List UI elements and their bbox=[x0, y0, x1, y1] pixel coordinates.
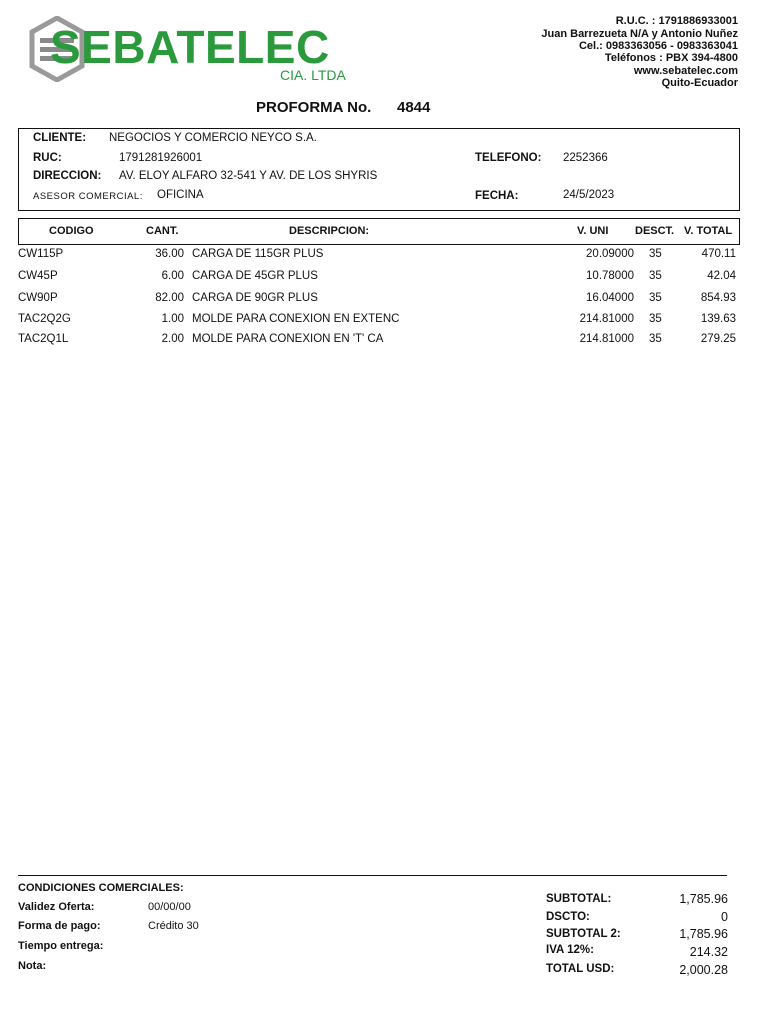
cliente-value: NEGOCIOS Y COMERCIO NEYCO S.A. bbox=[109, 132, 317, 144]
validez-value: 00/00/00 bbox=[148, 901, 191, 913]
item-codigo: TAC2Q1L bbox=[18, 333, 69, 345]
telefono-label: TELEFONO: bbox=[475, 152, 542, 164]
asesor-value: OFICINA bbox=[157, 189, 204, 201]
proforma-number: 4844 bbox=[397, 99, 431, 116]
table-row bbox=[0, 248, 768, 268]
fecha-value: 24/5/2023 bbox=[563, 189, 615, 201]
item-total: 470.11 bbox=[701, 248, 736, 260]
header-descripcion: DESCRIPCION: bbox=[289, 225, 370, 237]
telefono-value: 2252366 bbox=[563, 152, 608, 164]
subtotal2-value: 1,785.96 bbox=[679, 927, 728, 941]
item-descripcion: MOLDE PARA CONEXION EN EXTENC bbox=[192, 313, 400, 325]
direccion-label: DIRECCION: bbox=[33, 170, 102, 182]
item-cant: 6.00 bbox=[161, 270, 184, 282]
header-codigo: CODIGO bbox=[49, 225, 94, 237]
item-total: 279.25 bbox=[700, 333, 736, 345]
item-total: 139.63 bbox=[700, 313, 736, 325]
direccion-value: AV. ELOY ALFARO 32-541 Y AV. DE LOS SHYRIS bbox=[119, 170, 378, 182]
dscto-label: DSCTO: bbox=[546, 911, 590, 923]
subtotal2-label: SUBTOTAL 2: bbox=[546, 928, 621, 940]
item-vuni: 20.09000 bbox=[586, 248, 634, 260]
item-cant: 2.00 bbox=[161, 333, 184, 345]
company-phones: Teléfonos : PBX 394-4800 bbox=[604, 52, 738, 64]
company-logo-subtitle: CIA. LTDA bbox=[280, 67, 346, 83]
table-row bbox=[0, 313, 768, 333]
item-vuni: 16.04000 bbox=[586, 292, 634, 304]
nota-label: Nota: bbox=[18, 960, 47, 972]
ruc-label: RUC: bbox=[33, 152, 62, 164]
iva-label: IVA 12%: bbox=[546, 944, 594, 956]
header-desct: DESCT. bbox=[635, 225, 675, 237]
entrega-label: Tiempo entrega: bbox=[18, 940, 104, 952]
table-row bbox=[0, 292, 768, 312]
item-total: 854.93 bbox=[700, 292, 736, 304]
item-vuni: 214.81000 bbox=[579, 333, 634, 345]
company-city: Quito-Ecuador bbox=[661, 77, 738, 89]
ruc-value: 1791281926001 bbox=[119, 152, 203, 164]
item-codigo: CW90P bbox=[18, 292, 58, 304]
table-row bbox=[0, 333, 768, 353]
item-descripcion: CARGA DE 90GR PLUS bbox=[192, 292, 318, 304]
company-ruc: R.U.C. : 1791886933001 bbox=[615, 15, 738, 27]
company-address: Juan Barrezueta N/A y Antonio Nuñez bbox=[541, 28, 738, 40]
subtotal-label: SUBTOTAL: bbox=[546, 893, 612, 905]
header-vuni: V. UNI bbox=[577, 225, 609, 237]
total-value: 2,000.28 bbox=[679, 963, 728, 977]
item-vuni: 214.81000 bbox=[579, 313, 634, 325]
item-desct: 35 bbox=[649, 313, 662, 325]
subtotal-value: 1,785.96 bbox=[679, 892, 728, 906]
company-cel: Cel.: 0983363056 - 0983363041 bbox=[578, 40, 738, 52]
iva-value: 214.32 bbox=[689, 945, 728, 959]
pago-value: Crédito 30 bbox=[148, 920, 199, 932]
proforma-label: PROFORMA No. bbox=[256, 99, 372, 116]
header-cant: CANT. bbox=[146, 225, 179, 237]
item-desct: 35 bbox=[649, 292, 662, 304]
fecha-label: FECHA: bbox=[475, 190, 519, 202]
validez-label: Validez Oferta: bbox=[18, 901, 95, 913]
item-codigo: TAC2Q2G bbox=[18, 313, 71, 325]
total-label: TOTAL USD: bbox=[546, 963, 615, 975]
item-vuni: 10.78000 bbox=[586, 270, 634, 282]
item-desct: 35 bbox=[649, 270, 662, 282]
company-website: www.sebatelec.com bbox=[633, 65, 738, 77]
item-desct: 35 bbox=[649, 248, 662, 260]
conditions-title: CONDICIONES COMERCIALES: bbox=[18, 882, 184, 894]
item-total: 42.04 bbox=[707, 270, 736, 282]
item-cant: 1.00 bbox=[161, 313, 184, 325]
header-vtotal: V. TOTAL bbox=[684, 225, 733, 237]
item-descripcion: MOLDE PARA CONEXION EN 'T' CA bbox=[192, 333, 384, 345]
item-codigo: CW115P bbox=[18, 248, 64, 260]
item-descripcion: CARGA DE 45GR PLUS bbox=[192, 270, 318, 282]
client-info-box bbox=[18, 128, 740, 211]
item-descripcion: CARGA DE 115GR PLUS bbox=[192, 248, 324, 260]
pago-label: Forma de pago: bbox=[18, 920, 101, 932]
item-cant: 36.00 bbox=[155, 248, 184, 260]
item-cant: 82.00 bbox=[155, 292, 184, 304]
items-table-header bbox=[18, 218, 740, 245]
table-row bbox=[0, 270, 768, 290]
item-codigo: CW45P bbox=[18, 270, 58, 282]
asesor-label: ASESOR COMERCIAL: bbox=[33, 191, 143, 202]
footer-divider bbox=[18, 875, 727, 876]
cliente-label: CLIENTE: bbox=[33, 132, 87, 144]
dscto-value: 0 bbox=[721, 910, 728, 924]
company-logo-wordmark: SEBATELEC bbox=[50, 21, 330, 73]
item-desct: 35 bbox=[649, 333, 662, 345]
